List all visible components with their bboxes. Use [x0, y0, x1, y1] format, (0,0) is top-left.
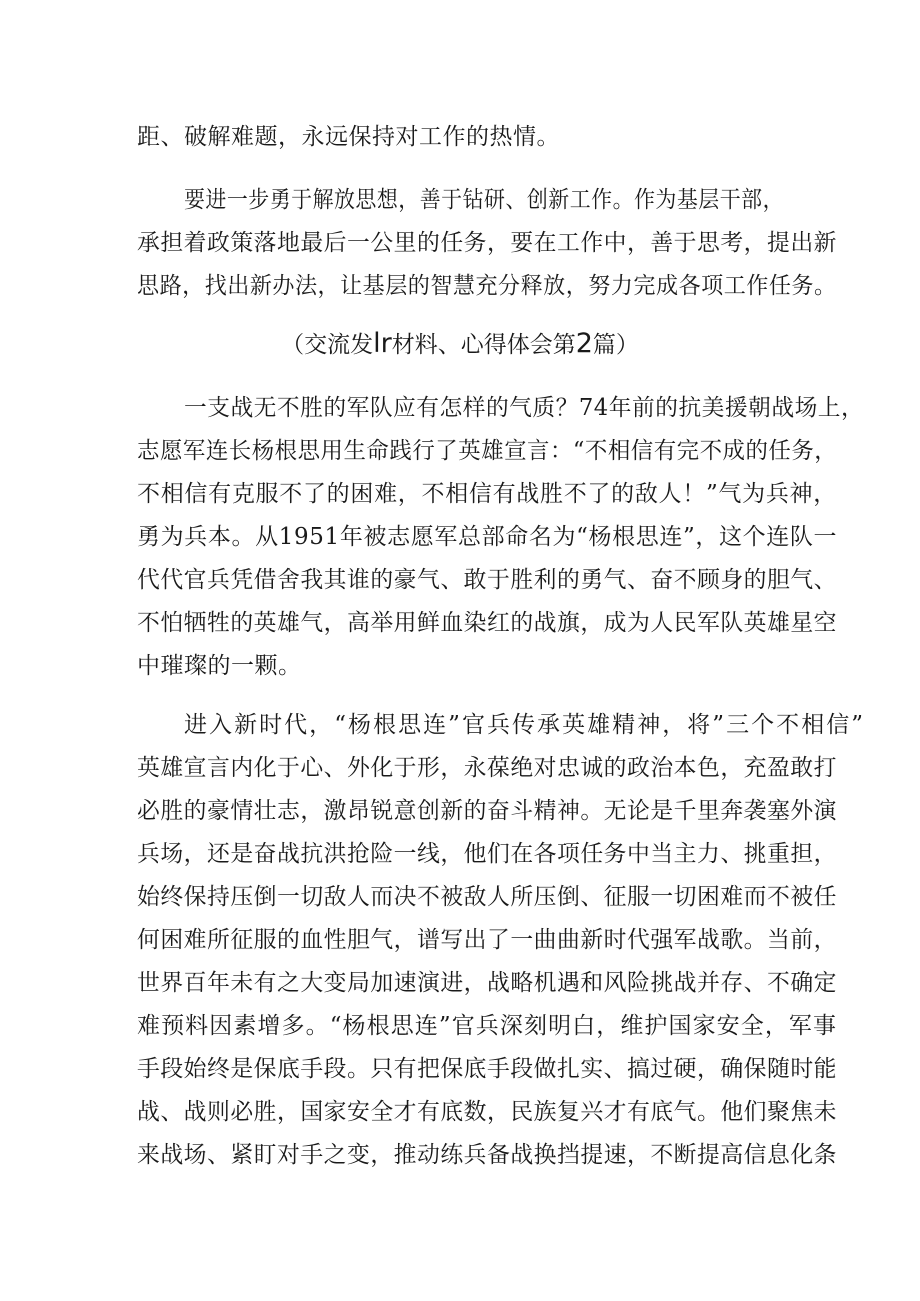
- paragraph-line: 承担着政策落地最后一公里的任务，要在工作中，善于思考，提出新: [137, 230, 837, 256]
- paragraph-line: 手段始终是保底手段。只有把保底手段做扎实、搞过硬，确保随时能: [137, 1056, 837, 1082]
- section-title-mid: 材料、心得体会第: [391, 332, 576, 358]
- paragraph-line: 志愿军连长杨根思用生命践行了英雄宣言：“不相信有完不成的任务，: [137, 438, 838, 464]
- section-title: [0, 330, 920, 359]
- paragraph-line: 距、破解难题，永远保持对工作的热情。: [137, 124, 560, 150]
- section-title-prefix: （交流发: [281, 332, 374, 358]
- paragraph-line: 何困难所征服的血性胆气，谱写出了一曲曲新时代强军战歌。当前，: [137, 927, 837, 953]
- paragraph-line: 不相信有克服不了的困难，不相信有战胜不了的敌人！”气为兵神，: [137, 481, 837, 507]
- paragraph-line: 不怕牺牲的英雄气，高举用鲜血染红的战旗，成为人民军队英雄星空: [137, 610, 837, 636]
- section-title-suffix: 篇）: [592, 332, 639, 358]
- paragraph-line: 进入新时代，“杨根思连”官兵传承英雄精神，将”三个不相信”: [184, 712, 866, 738]
- section-title-number: 2: [575, 328, 593, 359]
- paragraph-line: 一支战无不胜的军队应有怎样的气质？74年前的抗美援朝战场上，: [184, 395, 865, 421]
- paragraph-line: 难预料因素增多。“杨根思连”官兵深刻明白，维护国家安全，军事: [137, 1013, 838, 1039]
- paragraph-line: 勇为兵本。从1951年被志愿军总部命名为“杨根思连”，这个连队一: [137, 524, 838, 550]
- paragraph-line: 代代官兵凭借舍我其谁的豪气、敢于胜利的勇气、奋不顾身的胆气、: [137, 567, 837, 593]
- paragraph-line: 世界百年未有之大变局加速演进，战略机遇和风险挑战并存、不确定: [137, 970, 837, 996]
- paragraph-line: 必胜的豪情壮志，激昂锐意创新的奋斗精神。无论是千里奔袭塞外演: [137, 798, 837, 824]
- paragraph-line: 战、战则必胜，国家安全才有底数，民族复兴才有底气。他们聚焦未: [137, 1099, 837, 1125]
- paragraph-line: 始终保持压倒一切敌人而决不被敌人所压倒、征服一切困难而不被任: [137, 884, 837, 910]
- paragraph-line: 英雄宣言内化于心、外化于形，永葆绝对忠诚的政治本色，充盈敢打: [137, 755, 837, 781]
- paragraph-line: 中璀璨的一颗。: [137, 653, 302, 679]
- paragraph-line: 来战场、紧盯对手之变，推动练兵备战换挡提速，不断提高信息化条: [137, 1142, 837, 1168]
- paragraph-line: 要进一步勇于解放思想，善于钻研、创新工作。作为基层干部，: [184, 187, 784, 213]
- section-title-mark: lr: [373, 328, 392, 359]
- paragraph-line: 兵场，还是奋战抗洪抢险一线，他们在各项任务中当主力、挑重担，: [137, 841, 837, 867]
- paragraph-line: 思路，找出新办法，让基层的智慧充分释放，努力完成各项工作任务。: [137, 273, 837, 299]
